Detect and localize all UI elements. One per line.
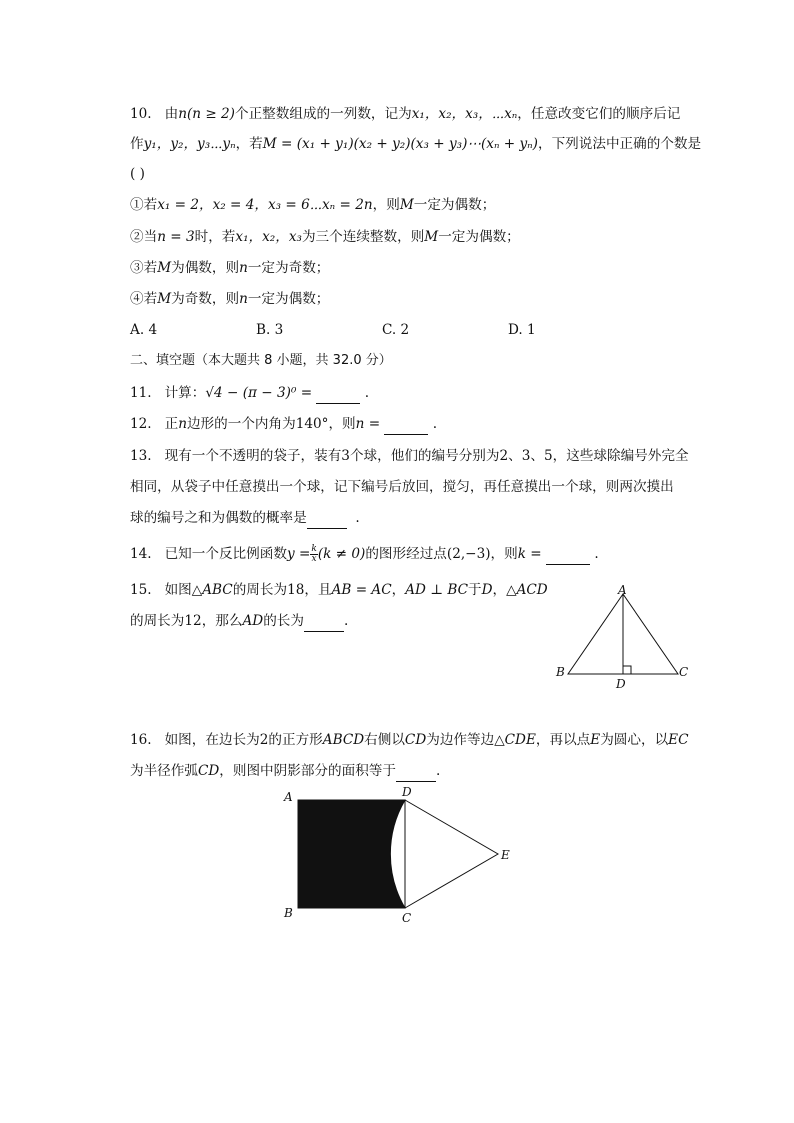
q16-arc: CD — [197, 763, 220, 779]
label-b: B — [284, 906, 293, 920]
label-d: D — [402, 785, 412, 799]
q10-line3: ( ) — [130, 166, 145, 182]
q10-statement-2 — [130, 227, 520, 247]
q10-line1 — [130, 104, 680, 124]
q16-period: . — [436, 763, 441, 779]
q13-text: 球的编号之和为偶数的概率是 — [130, 510, 307, 526]
q12-angle: 140° — [295, 416, 329, 432]
q10-text: ，若 — [235, 136, 263, 152]
q10-statement-1 — [130, 195, 495, 215]
s1-text: ①若 — [130, 197, 158, 213]
s1-text: 一定为偶数； — [413, 197, 496, 213]
q16-text: 为半径作弧 — [130, 763, 198, 779]
q10-option-b[interactable]: B. 3 — [256, 322, 284, 338]
q10-seq-x: x₁，x₂，x₃，⋯xₙ — [411, 106, 518, 122]
q14-y: y = — [286, 546, 311, 562]
q14-text: 已知一个反比例函数 — [164, 546, 287, 562]
section-heading: 二、填空题（本大题共 8 小题，共 32.0 分） — [130, 353, 392, 368]
s4-M: M — [157, 291, 172, 307]
label-b: B — [556, 665, 565, 679]
s3-text: 一定为奇数； — [247, 260, 330, 276]
q14-point: (2,−3) — [446, 546, 491, 562]
label-e: E — [501, 848, 510, 862]
s4-text: 一定为偶数； — [247, 291, 330, 307]
q16-text: 右侧以 — [364, 732, 405, 748]
s2-text: 一定为偶数； — [438, 229, 520, 245]
q10-text: 由 — [164, 106, 179, 122]
q14-text: 的图形经过点 — [365, 546, 447, 562]
q15-period: . — [343, 613, 349, 629]
q15-text: ， — [492, 582, 507, 598]
s1-math: x₁ = 2，x₂ = 4，x₃ = 6⋯xₙ = 2n — [157, 197, 373, 213]
q13-number: 13. — [130, 448, 152, 464]
q15-text: ， — [391, 582, 406, 598]
label-d: D — [616, 677, 626, 690]
q12-text: 正 — [164, 416, 179, 432]
q10-statement-4 — [130, 289, 329, 309]
q16-number: 16. — [130, 732, 152, 748]
q13-text: 现有一个不透明的袋子，装有3个球，他们的编号分别为2、3、5，这些球除编号外完全 — [164, 448, 689, 464]
q15-text: 于 — [468, 582, 482, 598]
s4-text: 为奇数，则 — [171, 291, 240, 307]
q10-statement-3 — [130, 258, 329, 278]
q11-period: . — [364, 385, 370, 401]
q14-period: . — [594, 546, 599, 562]
s3-n: n — [239, 260, 248, 276]
s1-M: M — [399, 197, 414, 213]
q14-answer-blank[interactable] — [546, 544, 590, 565]
q10-seq-y: y₁，y₂，y₃⋯yₙ — [143, 136, 236, 152]
q13-period: . — [355, 510, 360, 526]
q11-text: 计算： — [164, 385, 206, 401]
q16-square: ABCD — [322, 732, 365, 748]
q10-text: 个正整数组成的一列数，记为 — [235, 106, 412, 122]
q14-number: 14. — [130, 546, 152, 562]
s2-math: n = 3 — [157, 229, 195, 245]
q12-text: 边形的一个内角为 — [186, 416, 296, 432]
q10-line2 — [130, 134, 701, 154]
q12-line — [130, 414, 437, 435]
q14-text: ，则 — [490, 546, 518, 562]
q10-M-formula: M = (x₁ + y₁)(x₂ + y₂)(x₃ + y₃)⋯(xₙ + yₙ) — [262, 136, 538, 152]
q15-eq: AB = AC — [331, 582, 392, 598]
s2-vars: x₁，x₂，x₃ — [235, 229, 302, 245]
q12-text: ，则 — [328, 416, 356, 432]
q16-text: 为圆心，以 — [600, 732, 669, 748]
q12-answer-blank[interactable] — [384, 414, 428, 435]
shaded-region — [298, 800, 405, 908]
q16-E: E — [590, 732, 601, 748]
q16-text: 的正方形 — [268, 732, 323, 748]
q15-text: ，那么 — [201, 613, 243, 629]
label-c: C — [679, 665, 689, 679]
q12-eq: n = — [355, 416, 381, 432]
q16-text: 如图，在边长为 — [164, 732, 260, 748]
q14-k: k = — [517, 546, 542, 562]
q10-option-a[interactable]: A. 4 — [130, 322, 158, 338]
q16-CD: CD — [404, 732, 427, 748]
q14-line — [130, 544, 599, 565]
q16-line2 — [130, 761, 440, 782]
s2-M: M — [424, 229, 439, 245]
q16-line1 — [130, 730, 689, 750]
label-c: C — [402, 911, 412, 925]
q15-answer-blank[interactable] — [304, 611, 344, 632]
triangle-cde — [405, 800, 498, 908]
s1-text: ，则 — [372, 197, 400, 213]
q15-tri-abc: △ABC — [191, 582, 233, 598]
q15-text: 的长为 — [263, 613, 304, 629]
q14-frac-bottom: x — [311, 554, 317, 564]
q16-side: 2 — [259, 732, 269, 748]
q15-text: 的周长为 — [232, 582, 288, 598]
q12-period: . — [432, 416, 438, 432]
q15-text: 如图 — [164, 582, 192, 598]
s3-M: M — [157, 260, 172, 276]
q15-number: 15. — [130, 582, 152, 598]
s4-n: n — [239, 291, 248, 307]
q15-tri-acd: △ACD — [506, 582, 548, 598]
q13-answer-blank[interactable] — [307, 508, 347, 529]
q11-number: 11. — [130, 385, 152, 401]
s3-text: ③若 — [130, 260, 158, 276]
q10-option-c[interactable]: C. 2 — [382, 322, 410, 338]
q14-frac-top: k — [311, 544, 317, 554]
s2-text: 时，若 — [194, 229, 236, 245]
q10-option-d[interactable]: D. 1 — [508, 322, 536, 338]
q13-line3 — [130, 508, 360, 529]
q10-math-n: n(n ≥ 2) — [178, 106, 235, 122]
q15-line1 — [130, 580, 548, 600]
q16-text: ，再以点 — [535, 732, 591, 748]
q16-answer-blank[interactable] — [396, 761, 436, 782]
q12-n: n — [178, 416, 187, 432]
label-a: A — [284, 790, 293, 804]
s2-text: ②当 — [130, 229, 158, 245]
s3-text: 为偶数，则 — [171, 260, 240, 276]
q10-text: ，任意改变它们的顺序后记 — [517, 106, 681, 122]
q16-square-figure — [280, 784, 520, 928]
q10-text: ，下列说法中正确的个数是 — [537, 136, 702, 152]
q16-tri: △CDE — [494, 732, 536, 748]
q13-line2: 相同，从袋子中任意摸出一个球，记下编号后放回，搅匀，再任意摸出一个球，则两次摸出 — [130, 479, 674, 495]
q15-perimeter-1: 18 — [287, 582, 305, 598]
q10-number: 10. — [130, 106, 152, 122]
q14-cond: (k ≠ 0) — [317, 546, 366, 562]
q15-perimeter-2: 12 — [184, 613, 202, 629]
q15-triangle-figure — [552, 582, 702, 690]
q15-D: D — [481, 582, 493, 598]
q14-fraction — [310, 545, 317, 564]
q12-number: 12. — [130, 416, 152, 432]
q11-line — [130, 383, 369, 404]
q16-text: 为边作等边 — [426, 732, 495, 748]
q15-line2 — [130, 611, 348, 632]
label-a: A — [618, 583, 627, 597]
s4-text: ④若 — [130, 291, 158, 307]
q11-math: √4 − (π − 3)⁰ = — [205, 385, 313, 401]
q16-EC: EC — [668, 732, 689, 748]
q15-perp: AD ⊥ BC — [405, 582, 469, 598]
s2-text: 为三个连续整数，则 — [301, 229, 425, 245]
right-angle-mark — [623, 666, 631, 674]
q15-text: ，且 — [304, 582, 332, 598]
q11-answer-blank[interactable] — [316, 383, 360, 404]
q15-text: 的周长为 — [130, 613, 185, 629]
q10-text: 作 — [130, 136, 144, 152]
q13-line1 — [130, 446, 689, 466]
q16-text: ，则图中阴影部分的面积等于 — [219, 763, 396, 779]
q15-AD: AD — [242, 613, 264, 629]
